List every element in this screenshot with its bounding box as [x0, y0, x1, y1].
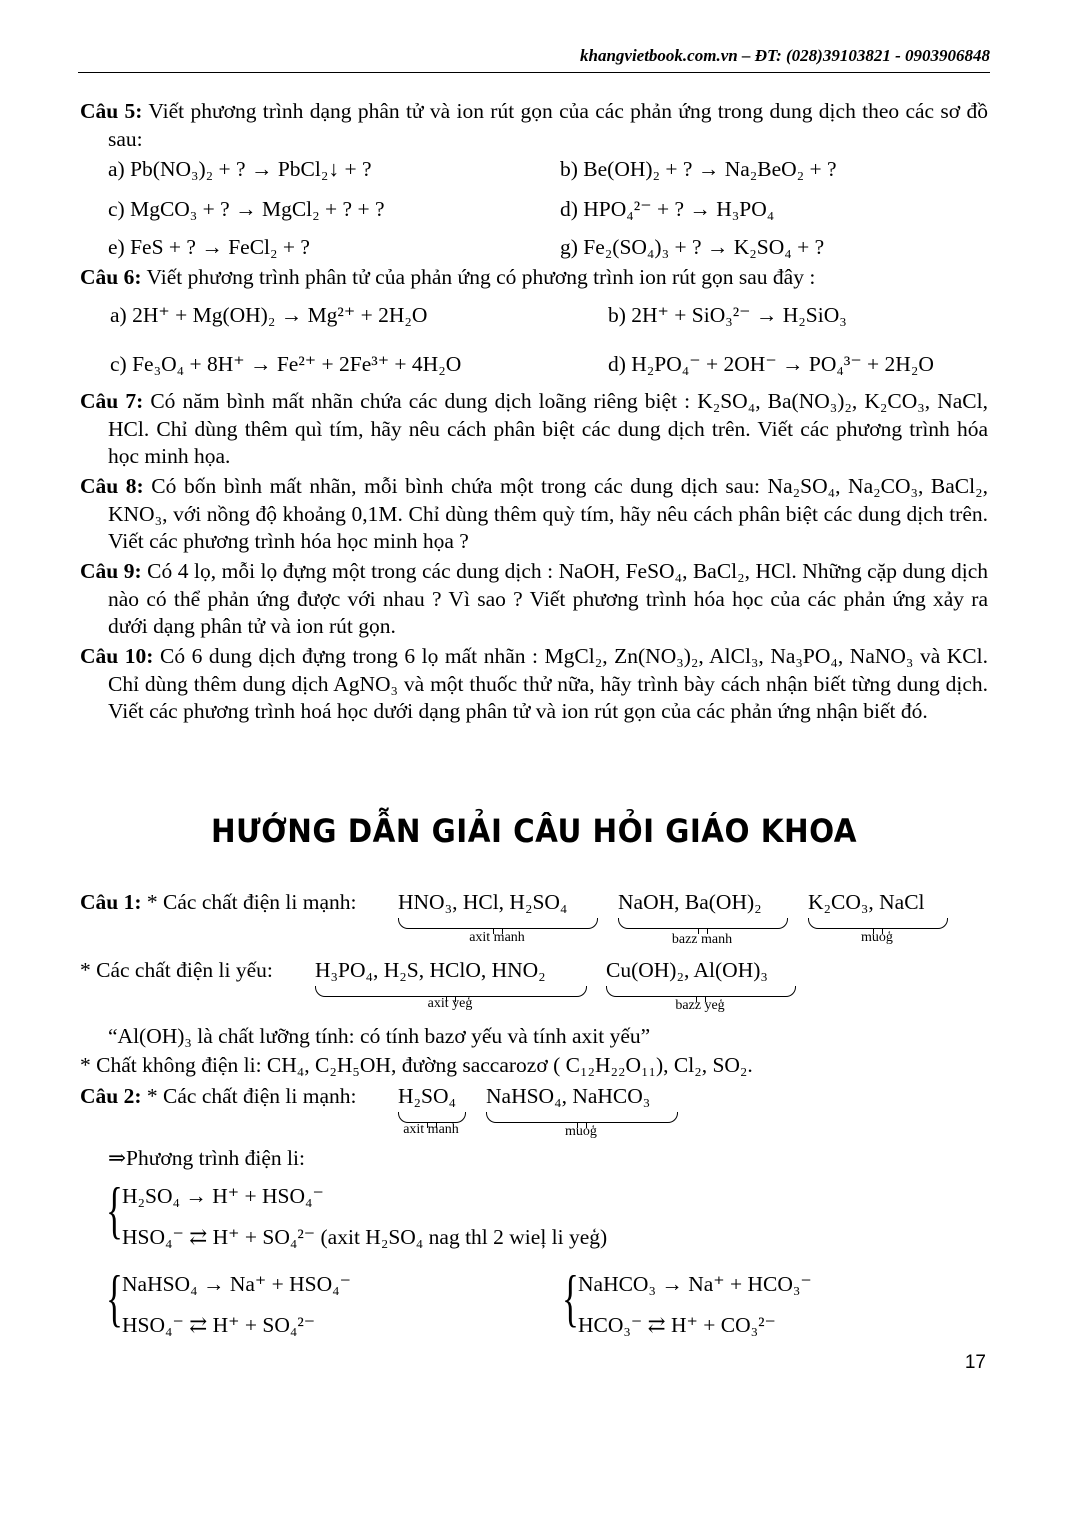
q10-label: Câu 10:	[80, 644, 154, 668]
q5-a: a) Pb(NO₃)₂ + ? → PbCl₂↓ + ?	[108, 157, 372, 181]
brace-strong-base	[618, 918, 788, 929]
q5-text: Viết phương trình dạng phân tử và ion rút gọn của các phản ứng trong dung dịch theo các sơ đồ sau:	[108, 99, 988, 151]
question-6	[80, 264, 988, 292]
q6-a: a) 2H⁺ + Mg(OH)₂ → Mg²⁺ + 2H₂O	[110, 303, 428, 327]
a1-strong-intro: * Các chất điện li mạnh:	[146, 890, 357, 914]
page-header	[78, 40, 990, 73]
q6-text: Viết phương trình phân tử của phản ứng có phương trình ion rút gọn sau đây :	[146, 265, 816, 289]
q5-e: e) FeS + ? → FeCl₂ + ?	[108, 235, 310, 259]
a1-weak-acid-label: axit yeģ	[427, 996, 473, 1011]
a1-strong-acid-label: axit manh	[469, 930, 525, 945]
a2-eq1: H₂SO₄ → H⁺ + HSO₄⁻	[122, 1184, 324, 1208]
a1-strong-base-label: bazz manh	[671, 932, 733, 947]
q5-label: Câu 5:	[80, 99, 143, 123]
brace-strong-acid	[398, 918, 598, 929]
q9-text: Có 4 lọ, mỗi lọ đựng một trong các dung dịch : NaOH, FeSO₄, BaCl₂, HCl. Những cặp dung dịch nào có thể phản ứng được với nhau ? Vì sao ? Viết phương trình hóa học của các phản ứng xảy ra dưới dạng phân tử và ion rút gọn.	[108, 559, 989, 638]
q5-d: d) HPO₄²⁻ + ? → H₃PO₄	[560, 197, 775, 221]
a2-salt-label: muoģ	[565, 1124, 597, 1139]
a1-weak-base-label: bazz yeģ	[675, 998, 725, 1013]
a2-acid-label: axit manh	[403, 1122, 459, 1137]
a2-line1	[80, 1084, 356, 1109]
q8-text: Có bốn bình mất nhãn, mỗi bình chứa một trong các dung dịch sau: Na₂SO₄, Na₂CO₃, BaCl₂, KNO₃, với nồng độ khoảng 0,1M. Chỉ dùng thêm quỳ tím, hãy nêu cách phân biệt các dung dịch trên. Viết các phương trình hóa học minh họa ?	[108, 474, 988, 553]
question-5	[80, 98, 988, 153]
section-title: HƯỚNG DẪN GIẢI CÂU HỎI GIÁO KHOA	[210, 812, 858, 850]
header-text: khangvietbook.com.vn – ĐT: (028)39103821 - 0903906848	[579, 46, 990, 65]
question-8	[80, 473, 988, 556]
q7-text: Có năm bình mất nhãn chứa các dung dịch loãng riêng biệt : K₂SO₄, Ba(NO₃)₂, K₂CO₃, NaCl, HCl. Chỉ dùng thêm quì tím, hãy nêu cách phân biệt các dung dịch trên. Viết các phương trình hóa học minh họa.	[108, 389, 988, 468]
question-10	[80, 643, 988, 726]
a1-strong-salt-label: muoģ	[861, 930, 893, 945]
q9-label: Câu 9:	[80, 559, 142, 583]
a1-line1	[80, 890, 356, 915]
a1-weak-acid: H₃PO₄, H₂S, HClO, HNO₂	[315, 958, 546, 982]
a1-weak-intro: * Các chất điện li yếu:	[80, 958, 273, 982]
q6-c: c) Fe₃O₄ + 8H⁺ → Fe²⁺ + 2Fe³⁺ + 4H₂O	[110, 352, 462, 376]
q6-d: d) H₂PO₄⁻ + 2OH⁻ → PO₄³⁻ + 2H₂O	[608, 352, 934, 376]
q6-label: Câu 6:	[80, 265, 142, 289]
q5-c: c) MgCO₃ + ? → MgCl₂ + ? + ?	[108, 197, 385, 221]
q8-label: Câu 8:	[80, 474, 144, 498]
brace-strong-salt	[808, 918, 948, 929]
question-7	[80, 388, 988, 471]
q10-text: Có 6 dung dịch đựng trong 6 lọ mất nhãn : MgCl₂, Zn(NO₃)₂, AlCl₃, Na₃PO₄, NaNO₃ và KCl. Chỉ dùng thêm dung dịch AgNO₃ và một thuốc thử nữa, hãy trình bày cách nhận biết từng dung dịch. Viết các phương trình hoá học dưới dạng phân tử và ion rút gọn của các phản ứng nhận biết đó.	[108, 644, 988, 723]
a1-nonelectrolyte: * Chất không điện li: CH₄, C₂H₅OH, đường saccarozơ ( C₁₂H₂₂O₁₁), Cl₂, SO₂.	[80, 1053, 753, 1077]
a2-label: Câu 2:	[80, 1084, 142, 1108]
brace-system-1: {	[106, 1174, 123, 1245]
a2-eq2: HSO₄⁻ ⇄ H⁺ + SO₄²⁻ (axit H₂SO₄ nag thl 2 wieļ li yeģ)	[122, 1225, 608, 1249]
question-9	[80, 558, 988, 641]
a1-weak-base: Cu(OH)₂, Al(OH)₃	[606, 958, 768, 982]
brace-weak-base	[606, 986, 796, 997]
a1-strong-acid: HNO₃, HCl, H₂SO₄	[398, 890, 568, 914]
a1-strong-base: NaOH, Ba(OH)₂	[618, 890, 762, 914]
a2-eq4: HSO₄⁻ ⇄ H⁺ + SO₄²⁻	[122, 1313, 316, 1337]
page-number: 17	[964, 1352, 986, 1373]
a2-eq6: HCO₃⁻ ⇄ H⁺ + CO₃²⁻	[578, 1313, 776, 1337]
a2-salt: NaHSO₄, NaHCO₃	[486, 1084, 651, 1108]
a1-label: Câu 1:	[80, 890, 142, 914]
a1-strong-salt: K₂CO₃, NaCl	[808, 890, 925, 914]
q5-g: g) Fe₂(SO₄)₃ + ? → K₂SO₄ + ?	[560, 235, 825, 259]
a2-strong-intro: * Các chất điện li mạnh:	[146, 1084, 357, 1108]
a2-eq3: NaHSO₄ → Na⁺ + HSO₄⁻	[122, 1272, 351, 1296]
brace-system-3: {	[562, 1262, 579, 1333]
q7-label: Câu 7:	[80, 389, 144, 413]
brace-a2-salt	[486, 1112, 678, 1123]
q6-b: b) 2H⁺ + SiO₃²⁻ → H₂SiO₃	[608, 303, 847, 327]
brace-system-2: {	[106, 1262, 123, 1333]
q5-b: b) Be(OH)₂ + ? → Na₂BeO₂ + ?	[560, 157, 837, 181]
a2-eq-intro: ⇒Phương trình điện li:	[108, 1146, 305, 1170]
a2-eq5: NaHCO₃ → Na⁺ + HCO₃⁻	[578, 1272, 812, 1296]
a1-note: “Al(OH)₃ là chất lưỡng tính: có tính bazơ yếu và tính axit yếu”	[108, 1024, 651, 1048]
a2-acid: H₂SO₄	[398, 1084, 457, 1108]
